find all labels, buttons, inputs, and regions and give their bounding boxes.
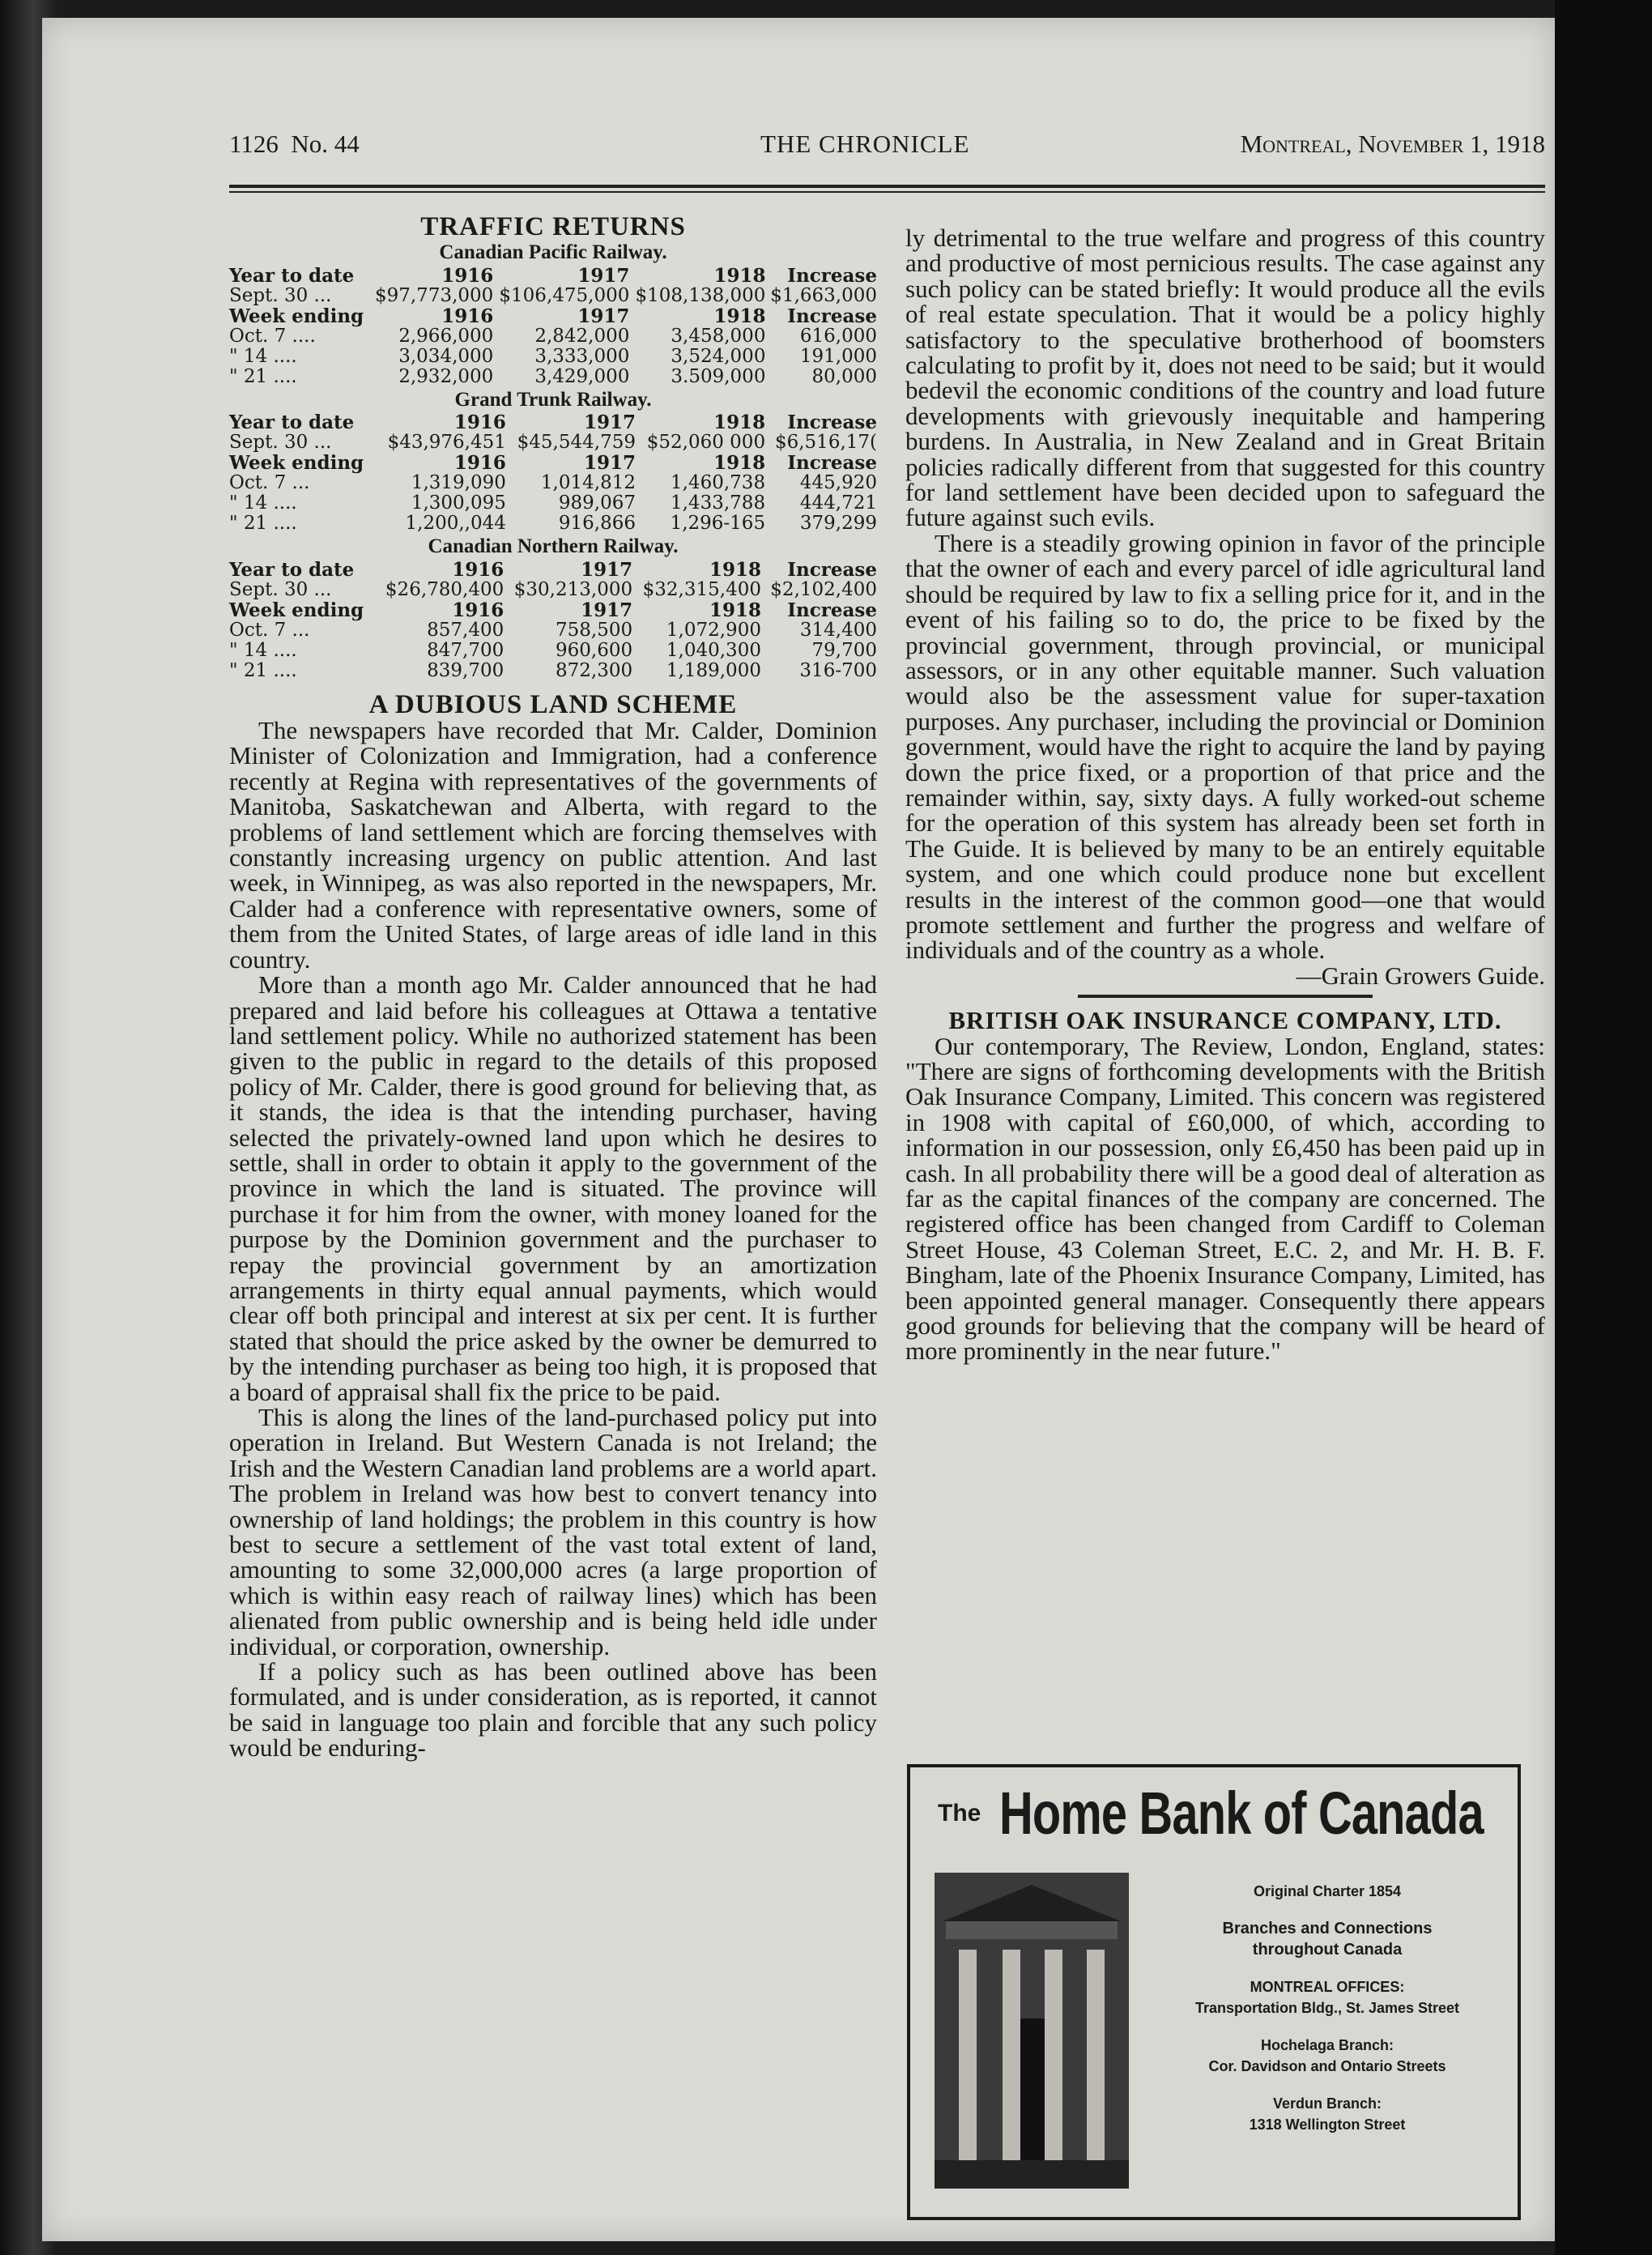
table-row [229,661,877,681]
table-cell: 1,040,300 [666,639,761,661]
traffic-table [229,266,877,387]
land-paragraph-5: ly detrimental to the true welfare and progress of this country and productive of most pernicious results. The case against any such policy can be stated briefly: It would produce all the evils of real estate speculation. That it would be a policy highly satisfactory to the speculative brotherhood of boomsters calculating to profit by it, does not need to be said; but it would bedevil the economic conditions of the country and load future developments with grievously inequitable and hampering burdens. In Australia, in New Zealand and in Great Britain policies radically different from that suggested for this country for land settlement have been decided upon to safeguard the future against such evils. [905,224,1545,532]
table-cell: 847,700 [427,639,505,661]
table-cell: $43,976,451 [387,432,506,454]
table-cell: $97,773,000 [374,284,494,306]
table-cell: 445,920 [799,472,877,494]
oak-title: BRITISH OAK INSURANCE COMPANY, LTD. [948,1006,1502,1035]
table-cell: Week ending [229,452,364,475]
table-cell: $26,780,400 [385,578,505,600]
table-row [229,433,877,453]
right-column [905,225,1545,1364]
scan-margin [1555,0,1652,2255]
railway-name: Grand Trunk Railway. [454,388,652,411]
table-cell: $32,315,400 [642,578,761,600]
railway-name: Canadian Northern Railway. [428,535,679,558]
table-cell: 1,296-165 [670,513,766,535]
ad-verdun-label: Verdun Branch: [1272,2095,1382,2112]
ad-hochelaga-address: Cor. Davidson and Ontario Streets [1208,2058,1446,2074]
table-cell: Sept. 30 ... [229,578,332,600]
header-rule [229,185,1545,188]
table-cell: $45,544,759 [517,432,636,454]
bank-building-illustration [935,1873,1129,2189]
table-cell: " 21 .... [229,659,297,681]
table-row [229,600,877,620]
table-cell: $30,213,000 [513,578,633,600]
table-cell: " 21 .... [229,365,297,387]
table-row [229,514,877,534]
ad-verdun-address: 1318 Wellington Street [1249,2116,1406,2133]
table-cell: 1917 [577,264,630,287]
table-cell: 80,000 [811,365,877,387]
land-paragraph-6: There is a steadily growing opinion in favor of the principle that the owner of each and every parcel of idle agricultural land should be required by law to fix a selling price for it, and in the event of his failing so to do, the price to be fixed by the provincial government, through provincial, or municipal assessors, or in any other equitable manner. Such valuation would also be the assessment value for super-taxation purposes. Any purchaser, including the provincial or Dominion government, would have the right to acquire the land by paying down the price fixed, or a proportion of that price and the remainder within, say, sixty days. A fully worked-out scheme for the operation of this system has already been set forth in The Guide. It is believed by many to be an entirely equitable system, and one which could produce none but excellent results in the interest of the common good—one that would promote settlement and further the progress and welfare of individuals and of the country as a whole. [905,528,1545,965]
table-cell: 1916 [453,452,506,475]
ad-branches-line2: throughout Canada [1252,1941,1403,1959]
table-cell: Increase [787,452,877,475]
table-cell: $2,102,400 [770,578,877,600]
table-cell: 1,200,,044 [405,513,506,535]
table-cell: Year to date [229,558,355,581]
table-cell: 1918 [713,411,766,434]
table-cell: 79,700 [811,639,877,661]
table-cell: 2,932,000 [398,365,494,387]
table-row [229,641,877,661]
table-cell: 1916 [441,264,494,287]
table-row [229,286,877,306]
table-cell: Sept. 30 ... [229,284,332,306]
table-cell: 960,600 [555,639,633,661]
article-divider [1078,995,1372,998]
table-cell: 3,429,000 [534,365,630,387]
land-signature: —Grain Growers Guide. [1296,961,1545,990]
table-row [229,620,877,641]
traffic-tables [229,240,877,680]
table-cell: 758,500 [555,619,633,641]
table-row [229,473,877,493]
table-cell: Week ending [229,599,364,621]
table-cell: 2,966,000 [398,325,494,347]
table-cell: " 21 .... [229,513,297,535]
traffic-table [229,560,877,681]
table-cell: 1917 [581,558,633,581]
table-cell: 1917 [583,411,636,434]
ad-the: The [938,1800,981,1827]
land-paragraph-3: This is along the lines of the land-purchased policy put into operation in Ireland. But Western Canada is not Ireland; the Irish and the Western Canadian land problems are a world apart. The problem in Ireland was how best to convert tenancy into ownership of land holdings; the problem in this country is how best to secure a settlement of the vast total extent of land, amounting to some 32,000,000 acres (a large proportion of which is within easy reach of railway lines) which has been alienated from public ownership and is being held idle under individual, or corporation, ownership. [229,1403,877,1660]
table-cell: 379,299 [799,513,877,535]
ad-montreal-address: Transportation Bldg., St. James Street [1194,2000,1460,2016]
table-cell: 316-700 [799,659,877,681]
table-cell: 1918 [713,305,766,327]
table-cell: 872,300 [555,659,633,681]
table-cell: 857,400 [427,619,505,641]
table-cell: $1,663,000 [770,284,877,306]
table-cell: Increase [787,558,877,581]
table-cell: 1918 [709,599,761,621]
table-row [229,560,877,580]
table-cell: 1917 [581,599,633,621]
publication-title: THE CHRONICLE [760,130,970,158]
table-cell: 1,072,900 [666,619,761,641]
table-cell: 314,400 [799,619,877,641]
table-cell: Increase [787,305,877,327]
table-cell: 444,721 [799,492,877,514]
table-cell: 2,842,000 [534,325,630,347]
table-cell: 616,000 [799,325,877,347]
table-cell: 3,524,000 [671,345,766,367]
dateline: Montreal, November 1, 1918 [1240,130,1545,158]
table-cell: 1,433,788 [671,492,766,514]
table-cell: 1916 [441,305,494,327]
table-cell: 1,189,000 [666,659,761,681]
table-cell: Oct. 7 .... [229,325,316,347]
railway-name: Canadian Pacific Railway. [439,241,667,264]
running-header [229,130,1545,170]
table-cell: $6,516,17( [774,432,877,454]
oak-paragraph-1: Our contemporary, The Review, London, England, states: "There are signs of forthcoming developments with the British Oak Insurance Company, Limited. This concern was registered in 1908 with capital of £60,000, of which, according to information in our possession, only £6,450 has been paid up in cash. In all probability there will be a good deal of alteration as far as the capital finances of the company are concerned. The registered office has been changed from Cardiff to Coleman Street House, 43 Coleman Street, E.C. 2, and Mr. H. B. F. Bingham, late of the Phoenix Insurance Company, Limited, has been appointed general manager. Consequently there appears good grounds for believing that the company will be heard of more prominently in the near future." [905,1031,1545,1366]
home-bank-advertisement [907,1764,1521,2220]
table-cell: 1918 [713,452,766,475]
table-cell: 1917 [583,452,636,475]
table-cell: 1918 [713,264,766,287]
traffic-title: TRAFFIC RETURNS [420,212,686,241]
table-cell: " 14 .... [229,345,297,367]
table-cell: Increase [787,599,877,621]
ad-montreal-label: MONTREAL OFFICES: [1250,1979,1405,1995]
table-cell: $106,475,000 [499,284,630,306]
table-cell: 989,067 [558,492,636,514]
table-cell: 1,319,090 [411,472,506,494]
table-cell: 1918 [709,558,761,581]
table-row [229,493,877,514]
table-cell: 3.509,000 [671,365,766,387]
table-row [229,326,877,347]
table-cell: Sept. 30 ... [229,432,332,454]
table-cell: 191,000 [799,345,877,367]
table-row [229,266,877,286]
land-paragraph-1: The newspapers have recorded that Mr. Calder, Dominion Minister of Colonization and Immigration, had a conference recently at Regina with representatives of the governments of Manitoba, Saskatchewan and Alberta, with regard to the problems of land settlement which are forcing themselves with constantly increasing urgency on public attention. And last week, in Winnipeg, as was also reported in the newspapers, Mr. Calder had a conference with representative owners, some of them from the United States, of large areas of idle land in this country. [229,716,877,974]
left-column [229,212,877,1763]
table-cell: 916,866 [558,513,636,535]
table-row [229,580,877,600]
table-cell: Year to date [229,411,355,434]
table-cell: " 14 .... [229,492,297,514]
traffic-table [229,412,877,534]
table-cell: Oct. 7 ... [229,472,310,494]
land-paragraph-4: If a policy such as has been outlined above has been formulated, and is under consideration, as is reported, it cannot be said in language too plain and forcible that any such policy would be enduring- [229,1657,877,1763]
table-cell: 839,700 [427,659,505,681]
table-cell: 1,300,095 [411,492,506,514]
ad-branches-line1: Branches and Connections [1222,1920,1433,1937]
table-cell: 3,458,000 [671,325,766,347]
table-cell: Increase [787,264,877,287]
table-row [229,347,877,367]
ad-branch-info [1145,1881,1509,2135]
table-cell: 1,014,812 [540,472,636,494]
header-rule-thin [229,191,1545,193]
table-cell: Year to date [229,264,355,287]
table-cell: $52,060 000 [646,432,766,454]
table-row [229,412,877,433]
table-cell: 1916 [453,411,506,434]
table-cell: 3,333,000 [534,345,630,367]
table-cell: 1,460,738 [671,472,766,494]
table-row [229,453,877,473]
table-cell: $108,138,000 [635,284,766,306]
land-title: A DUBIOUS LAND SCHEME [368,689,738,719]
table-cell: 1916 [452,599,505,621]
ad-charter: Original Charter 1854 [1253,1883,1402,1899]
table-cell: 1916 [452,558,505,581]
page-number: 1126 No. 44 [229,130,360,158]
ad-bank-name: Home Bank of Canada [999,1780,1484,1847]
table-cell: " 14 .... [229,639,297,661]
table-row [229,367,877,387]
table-cell: Increase [787,411,877,434]
table-cell: Week ending [229,305,364,327]
land-paragraph-2: More than a month ago Mr. Calder announced that he had prepared and laid before his colleagues at Ottawa a tentative land settlement policy. While no authorized statement has been given to the public in regard to the details of this proposed policy of Mr. Calder, there is good ground for believing that, as it stands, the idea is that the intending purchaser, having selected the privately-owned land upon which he desires to settle, shall in order to obtain it apply to the government of the province in which the land is situated. The province will purchase it for him from the owner, with money loaned for the purpose by the Dominion government and the purchaser to repay the provincial government by an amortization arrangements in thirty equal annual payments, which would clear off both principal and interest at six per cent. It is further stated that should the price asked by the owner be demurred to by the intending purchaser as being too high, it is proposed that a board of appraisal shall fix the price to be paid. [229,970,877,1406]
table-cell: Oct. 7 ... [229,619,310,641]
table-cell: 1917 [577,305,630,327]
table-row [229,306,877,326]
table-cell: 3,034,000 [398,345,494,367]
ad-hochelaga-label: Hochelaga Branch: [1260,2037,1394,2053]
